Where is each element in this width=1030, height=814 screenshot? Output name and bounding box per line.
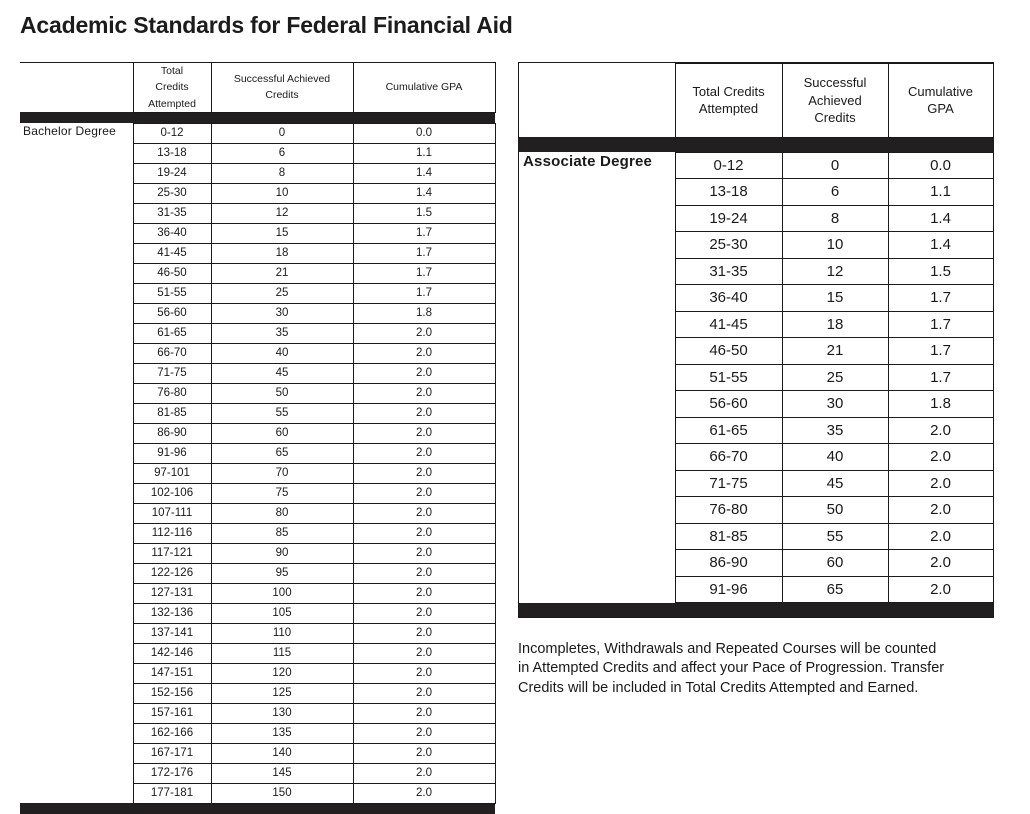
cell-cumulative-gpa: 2.0 [888,470,993,497]
cell-total-credits-attempted: 167-171 [133,743,211,763]
cell-cumulative-gpa: 1.7 [353,263,495,283]
cell-cumulative-gpa: 1.4 [888,205,993,232]
cell-total-credits-attempted: 19-24 [675,205,782,232]
cell-total-credits-attempted: 147-151 [133,663,211,683]
cell-cumulative-gpa: 1.1 [888,179,993,206]
cell-successful-achieved-credits: 8 [211,163,353,183]
degree-label: Bachelor Degree [23,124,117,139]
cell-total-credits-attempted: 31-35 [675,258,782,285]
cell-successful-achieved-credits: 0 [782,152,888,179]
cell-successful-achieved-credits: 45 [782,470,888,497]
header-total-credits-attempted: Total Credits Attempted [133,63,211,113]
header-cumulative-gpa: Cumulative GPA [888,64,993,138]
cell-total-credits-attempted: 162-166 [133,723,211,743]
cell-total-credits-attempted: 117-121 [133,543,211,563]
cell-total-credits-attempted: 61-65 [675,417,782,444]
cell-cumulative-gpa: 2.0 [353,723,495,743]
cell-successful-achieved-credits: 50 [211,383,353,403]
cell-successful-achieved-credits: 60 [782,550,888,577]
cell-cumulative-gpa: 1.4 [353,163,495,183]
cell-total-credits-attempted: 51-55 [675,364,782,391]
cell-cumulative-gpa: 0.0 [888,152,993,179]
cell-cumulative-gpa: 2.0 [353,463,495,483]
cell-total-credits-attempted: 137-141 [133,623,211,643]
cell-cumulative-gpa: 2.0 [353,603,495,623]
cell-successful-achieved-credits: 70 [211,463,353,483]
cell-successful-achieved-credits: 21 [782,338,888,365]
cell-total-credits-attempted: 86-90 [133,423,211,443]
cell-cumulative-gpa: 2.0 [353,363,495,383]
cell-cumulative-gpa: 2.0 [888,550,993,577]
header-cumulative-gpa: Cumulative GPA [353,63,495,113]
cell-cumulative-gpa: 2.0 [353,343,495,363]
cell-total-credits-attempted: 122-126 [133,563,211,583]
cell-cumulative-gpa: 1.5 [353,203,495,223]
cell-successful-achieved-credits: 0 [211,123,353,143]
cell-successful-achieved-credits: 55 [782,523,888,550]
cell-cumulative-gpa: 2.0 [888,523,993,550]
cell-total-credits-attempted: 0-12 [133,123,211,143]
table-header-row [519,64,993,138]
cell-total-credits-attempted: 25-30 [133,183,211,203]
cell-total-credits-attempted: 36-40 [133,223,211,243]
cell-total-credits-attempted: 102-106 [133,483,211,503]
cell-total-credits-attempted: 81-85 [133,403,211,423]
cell-cumulative-gpa: 2.0 [353,523,495,543]
cell-cumulative-gpa: 2.0 [353,383,495,403]
cell-successful-achieved-credits: 145 [211,763,353,783]
cell-cumulative-gpa: 2.0 [888,497,993,524]
cell-successful-achieved-credits: 45 [211,363,353,383]
cell-total-credits-attempted: 61-65 [133,323,211,343]
cell-successful-achieved-credits: 10 [211,183,353,203]
cell-total-credits-attempted: 41-45 [133,243,211,263]
cell-total-credits-attempted: 107-111 [133,503,211,523]
cell-cumulative-gpa: 2.0 [353,403,495,423]
associate-degree-table [518,62,994,618]
cell-successful-achieved-credits: 15 [211,223,353,243]
cell-cumulative-gpa: 2.0 [353,543,495,563]
cell-cumulative-gpa: 1.7 [888,338,993,365]
cell-cumulative-gpa: 1.7 [353,283,495,303]
table-row [519,152,993,179]
cell-total-credits-attempted: 172-176 [133,763,211,783]
associate-degree-grid [519,63,994,617]
footnote-text: Incompletes, Withdrawals and Repeated Courses will be counted in Attempted Credits and affect your Pace of Progression. Transfer Credits will be included in Total Credits Attempted and Earned. [518,641,945,696]
cell-total-credits-attempted: 112-116 [133,523,211,543]
cell-total-credits-attempted: 0-12 [675,152,782,179]
cell-successful-achieved-credits: 6 [782,179,888,206]
cell-total-credits-attempted: 36-40 [675,285,782,312]
cell-total-credits-attempted: 142-146 [133,643,211,663]
cell-successful-achieved-credits: 15 [782,285,888,312]
cell-total-credits-attempted: 71-75 [675,470,782,497]
cell-successful-achieved-credits: 150 [211,783,353,803]
cell-cumulative-gpa: 2.0 [353,483,495,503]
cell-total-credits-attempted: 66-70 [675,444,782,471]
cell-successful-achieved-credits: 110 [211,623,353,643]
cell-total-credits-attempted: 56-60 [133,303,211,323]
header-divider-bar [519,137,993,152]
cell-successful-achieved-credits: 65 [211,443,353,463]
cell-total-credits-attempted: 41-45 [675,311,782,338]
cell-successful-achieved-credits: 85 [211,523,353,543]
cell-cumulative-gpa: 1.4 [888,232,993,259]
cell-total-credits-attempted: 46-50 [675,338,782,365]
cell-successful-achieved-credits: 35 [782,417,888,444]
header-successful-achieved-credits: Successful Achieved Credits [211,63,353,113]
cell-total-credits-attempted: 152-156 [133,683,211,703]
cell-successful-achieved-credits: 75 [211,483,353,503]
cell-successful-achieved-credits: 18 [211,243,353,263]
cell-successful-achieved-credits: 30 [211,303,353,323]
cell-cumulative-gpa: 1.7 [888,285,993,312]
footer-bar [519,603,993,618]
cell-successful-achieved-credits: 8 [782,205,888,232]
cell-cumulative-gpa: 2.0 [353,683,495,703]
cell-total-credits-attempted: 81-85 [675,523,782,550]
cell-total-credits-attempted: 76-80 [133,383,211,403]
cell-cumulative-gpa: 2.0 [353,783,495,803]
cell-total-credits-attempted: 71-75 [133,363,211,383]
header-total-credits-attempted: Total Credits Attempted [675,64,782,138]
cell-successful-achieved-credits: 40 [211,343,353,363]
cell-successful-achieved-credits: 80 [211,503,353,523]
cell-total-credits-attempted: 25-30 [675,232,782,259]
cell-cumulative-gpa: 1.8 [353,303,495,323]
cell-successful-achieved-credits: 90 [211,543,353,563]
cell-successful-achieved-credits: 95 [211,563,353,583]
cell-cumulative-gpa: 2.0 [353,583,495,603]
cell-cumulative-gpa: 1.7 [888,364,993,391]
cell-total-credits-attempted: 51-55 [133,283,211,303]
header-successful-achieved-credits: Successful Achieved Credits [782,64,888,138]
bachelor-degree-table [20,62,495,814]
cell-successful-achieved-credits: 135 [211,723,353,743]
cell-successful-achieved-credits: 140 [211,743,353,763]
cell-cumulative-gpa: 1.7 [888,311,993,338]
cell-total-credits-attempted: 66-70 [133,343,211,363]
cell-successful-achieved-credits: 105 [211,603,353,623]
cell-cumulative-gpa: 2.0 [353,743,495,763]
cell-successful-achieved-credits: 6 [211,143,353,163]
cell-cumulative-gpa: 2.0 [353,623,495,643]
cell-total-credits-attempted: 132-136 [133,603,211,623]
cell-cumulative-gpa: 2.0 [353,763,495,783]
cell-cumulative-gpa: 1.7 [353,243,495,263]
header-blank-cell [20,63,133,113]
cell-cumulative-gpa: 2.0 [353,563,495,583]
cell-total-credits-attempted: 56-60 [675,391,782,418]
cell-successful-achieved-credits: 21 [211,263,353,283]
cell-cumulative-gpa: 1.5 [888,258,993,285]
cell-cumulative-gpa: 1.8 [888,391,993,418]
cell-cumulative-gpa: 2.0 [353,703,495,723]
cell-cumulative-gpa: 2.0 [888,576,993,603]
cell-total-credits-attempted: 127-131 [133,583,211,603]
cell-successful-achieved-credits: 25 [211,283,353,303]
header-divider-bar [20,112,495,123]
cell-total-credits-attempted: 19-24 [133,163,211,183]
cell-total-credits-attempted: 97-101 [133,463,211,483]
cell-cumulative-gpa: 2.0 [353,663,495,683]
page-title: Academic Standards for Federal Financial Aid [20,12,513,38]
cell-cumulative-gpa: 1.7 [353,223,495,243]
cell-cumulative-gpa: 2.0 [888,444,993,471]
cell-cumulative-gpa: 2.0 [353,423,495,443]
cell-total-credits-attempted: 46-50 [133,263,211,283]
cell-successful-achieved-credits: 40 [782,444,888,471]
cell-successful-achieved-credits: 55 [211,403,353,423]
cell-total-credits-attempted: 13-18 [675,179,782,206]
cell-successful-achieved-credits: 100 [211,583,353,603]
cell-cumulative-gpa: 2.0 [353,323,495,343]
cell-cumulative-gpa: 2.0 [888,417,993,444]
cell-total-credits-attempted: 157-161 [133,703,211,723]
cell-successful-achieved-credits: 120 [211,663,353,683]
footer-bar [20,803,495,814]
header-blank-cell [519,64,675,138]
cell-cumulative-gpa: 1.1 [353,143,495,163]
cell-total-credits-attempted: 91-96 [133,443,211,463]
cell-successful-achieved-credits: 12 [782,258,888,285]
cell-total-credits-attempted: 13-18 [133,143,211,163]
cell-successful-achieved-credits: 10 [782,232,888,259]
cell-successful-achieved-credits: 125 [211,683,353,703]
cell-successful-achieved-credits: 65 [782,576,888,603]
cell-total-credits-attempted: 31-35 [133,203,211,223]
cell-successful-achieved-credits: 130 [211,703,353,723]
table-header-row [20,63,495,113]
cell-total-credits-attempted: 91-96 [675,576,782,603]
cell-total-credits-attempted: 177-181 [133,783,211,803]
cell-total-credits-attempted: 76-80 [675,497,782,524]
cell-successful-achieved-credits: 60 [211,423,353,443]
cell-successful-achieved-credits: 18 [782,311,888,338]
bachelor-degree-grid [20,62,496,814]
cell-cumulative-gpa: 2.0 [353,643,495,663]
cell-cumulative-gpa: 0.0 [353,123,495,143]
cell-successful-achieved-credits: 30 [782,391,888,418]
cell-successful-achieved-credits: 115 [211,643,353,663]
cell-successful-achieved-credits: 50 [782,497,888,524]
cell-total-credits-attempted: 86-90 [675,550,782,577]
table-row [20,123,495,143]
degree-label: Associate Degree [523,153,653,171]
cell-cumulative-gpa: 2.0 [353,443,495,463]
cell-successful-achieved-credits: 12 [211,203,353,223]
cell-cumulative-gpa: 1.4 [353,183,495,203]
cell-successful-achieved-credits: 35 [211,323,353,343]
cell-successful-achieved-credits: 25 [782,364,888,391]
cell-cumulative-gpa: 2.0 [353,503,495,523]
